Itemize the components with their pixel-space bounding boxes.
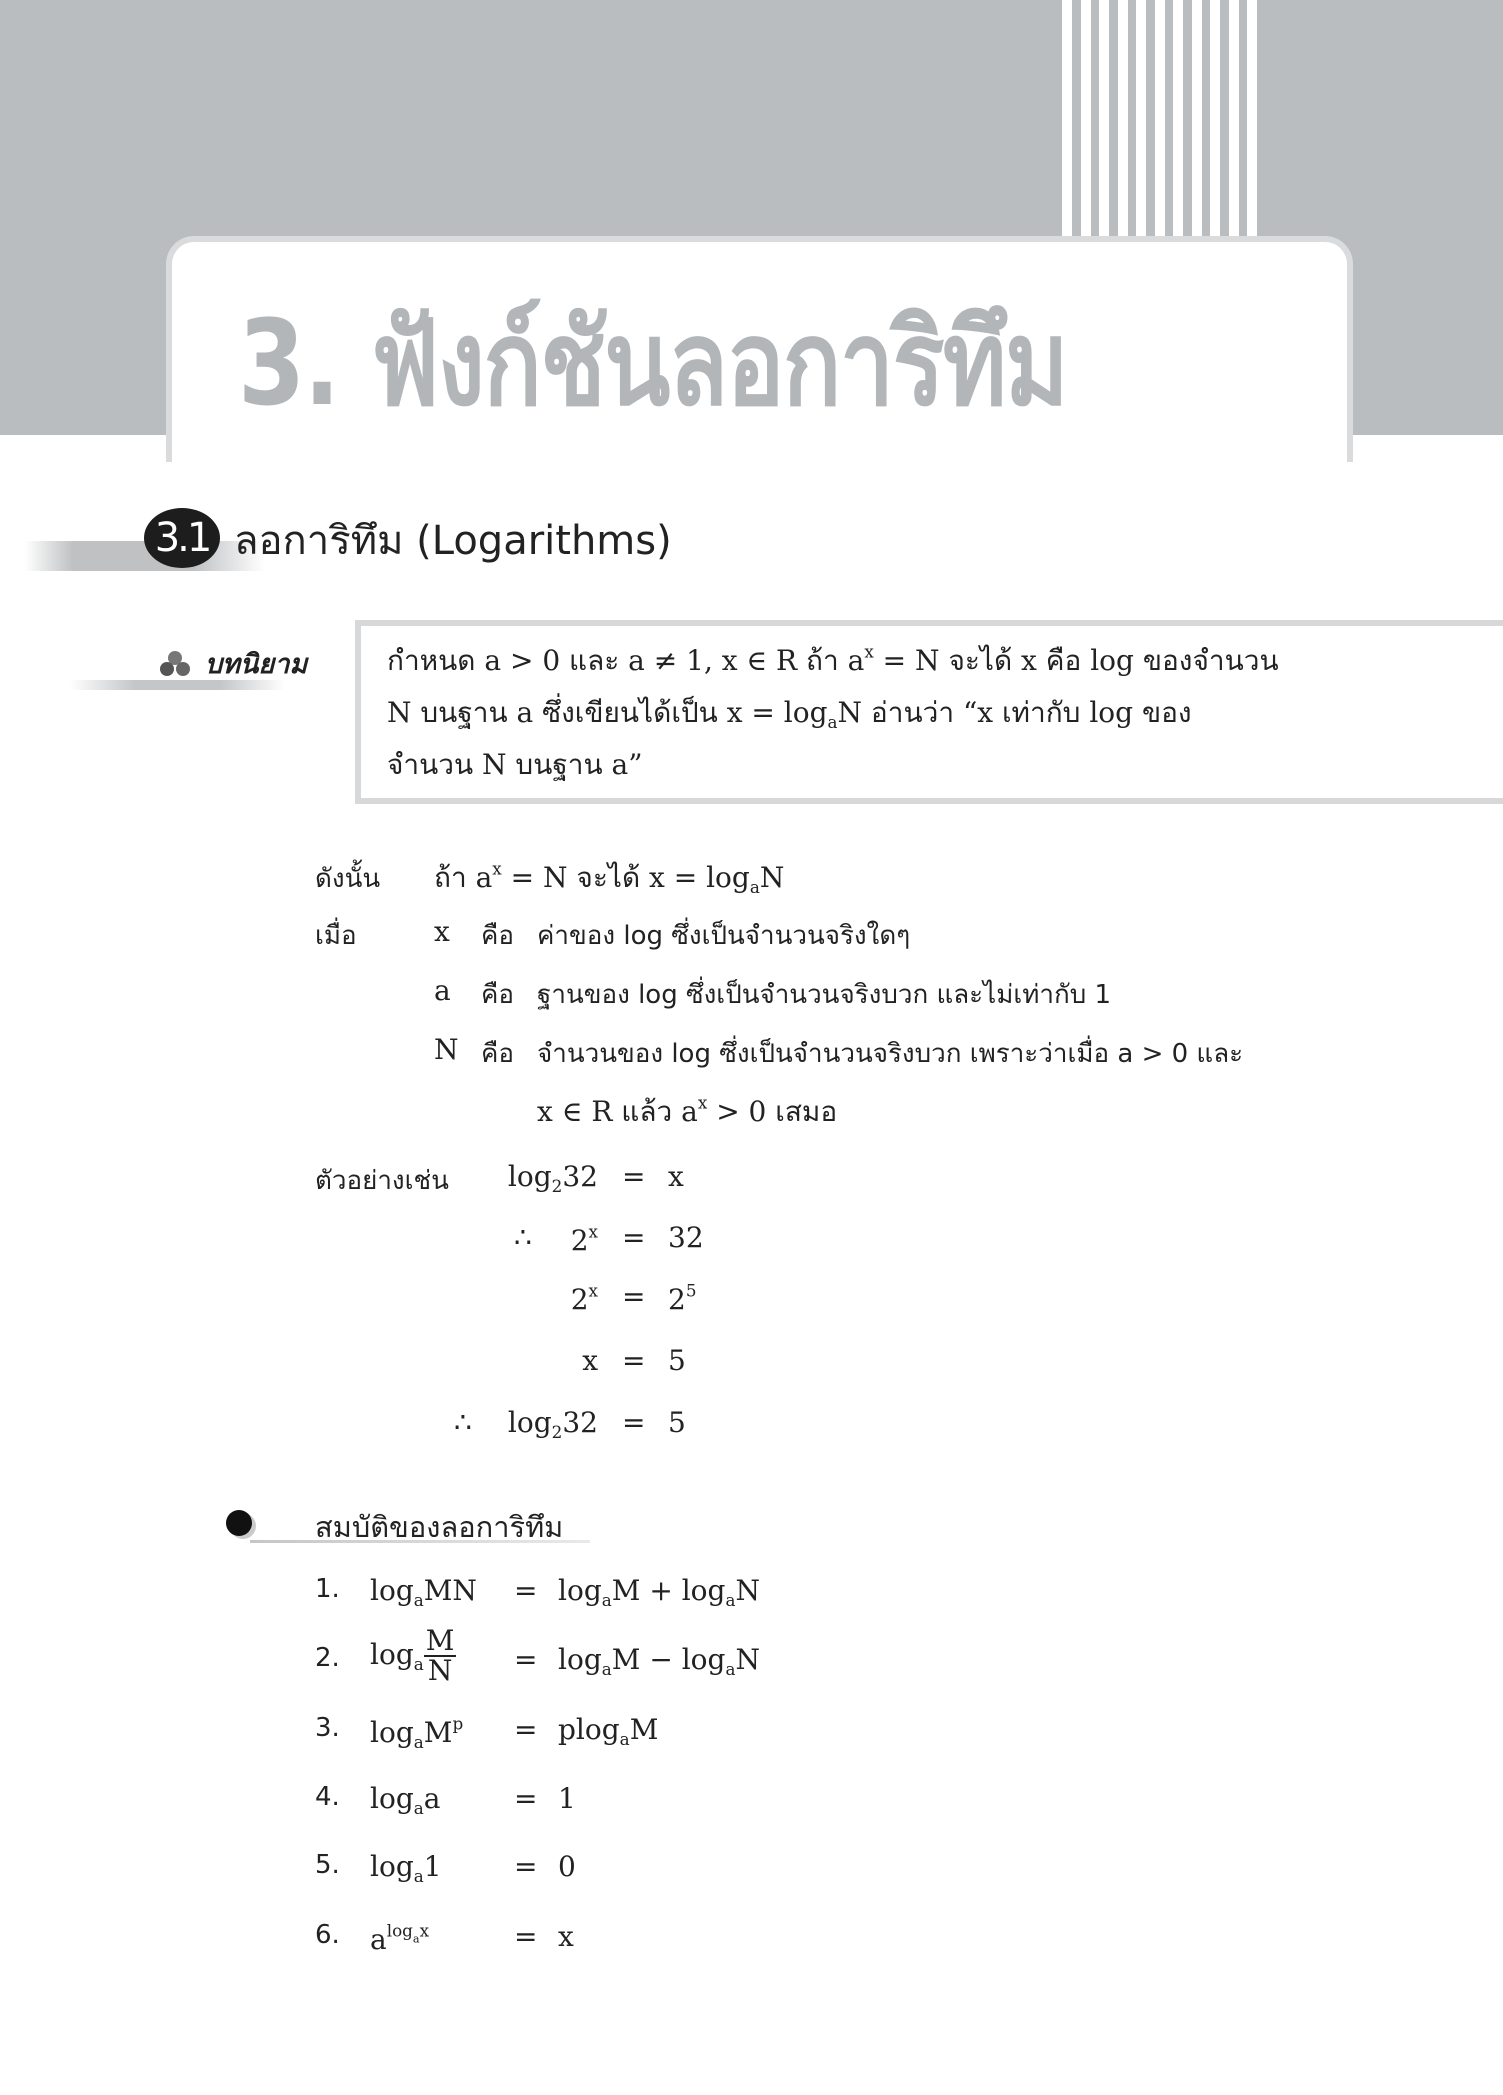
property-rhs: [558, 1643, 760, 1679]
text: จำนวน N บนฐาน a”: [387, 748, 643, 781]
property-rhs: [558, 1920, 574, 1953]
supscript: x: [492, 858, 502, 879]
property-equals: =: [514, 1713, 538, 1746]
text: plog: [558, 1713, 620, 1746]
math-expression: [434, 858, 785, 897]
decorative-stripes: [1062, 0, 1266, 240]
math-expression: [570, 1280, 598, 1316]
section-title: ลอการิทึม (Logarithms): [234, 518, 672, 564]
text: log: [507, 1406, 552, 1439]
math-expression: [582, 1344, 598, 1377]
text: N อ่านว่า “x เท่ากับ log ของ: [837, 696, 1192, 729]
property-lhs: [370, 1782, 440, 1818]
example-rhs: [668, 1280, 697, 1316]
text: 32: [668, 1221, 704, 1254]
math-expression: [558, 1643, 760, 1679]
where-description: [537, 974, 1111, 1015]
example-label: ตัวอย่างเช่น: [315, 1166, 449, 1196]
text: log: [370, 1574, 414, 1607]
text: x: [558, 1920, 574, 1953]
definition-label: บทนิยาม: [205, 649, 308, 680]
example-rhs: [668, 1406, 686, 1439]
math-expression: [370, 1850, 442, 1886]
subscript: a: [413, 1731, 424, 1752]
text: = N จะได้ x คือ log ของจำนวน: [873, 644, 1279, 677]
example-equals: =: [622, 1406, 646, 1439]
text: x: [582, 1344, 598, 1377]
text: 5: [668, 1344, 686, 1377]
subscript: a: [749, 876, 760, 897]
supscript: log: [386, 1920, 413, 1940]
property-lhs: [370, 1920, 429, 1956]
text: 2: [570, 1282, 589, 1316]
subscript: a: [601, 1589, 612, 1610]
text: log: [558, 1574, 602, 1607]
text: = N จะได้ x = log: [501, 861, 750, 894]
text: log: [370, 1637, 414, 1671]
text: a: [423, 1782, 441, 1815]
supscript: x: [864, 641, 874, 662]
subscript: 2: [551, 1175, 563, 1196]
subscript: 2: [551, 1421, 563, 1442]
math-expression: [370, 1782, 441, 1818]
definition-line: [387, 691, 1192, 735]
text: ฐานของ log ซึ่งเป็นจำนวนจริงบวก และไม่เท่ากับ 1: [537, 980, 1112, 1010]
where-symbol: a: [434, 974, 451, 1007]
example-lhs: [571, 1221, 598, 1257]
text: log: [370, 1715, 414, 1749]
property-equals: =: [514, 1920, 538, 1953]
example-lhs: [582, 1344, 598, 1377]
bullet-icon: [226, 1510, 252, 1536]
subscript: a: [413, 1653, 424, 1674]
subscript: a: [413, 1865, 424, 1886]
text: MN: [423, 1574, 477, 1607]
example-equals: =: [622, 1160, 646, 1193]
property-rhs: [558, 1574, 760, 1610]
text: log: [558, 1643, 602, 1676]
therefore-expression: [434, 856, 784, 900]
example-lhs: [508, 1160, 598, 1196]
property-equals: =: [514, 1574, 538, 1607]
math-expression: [668, 1280, 697, 1316]
where-is: คือ: [481, 980, 515, 1010]
where-is: คือ: [481, 1039, 515, 1069]
math-expression: [387, 696, 1192, 732]
fraction-num: M: [425, 1624, 455, 1657]
example-equals: =: [622, 1344, 646, 1377]
property-number: 1.: [315, 1574, 340, 1604]
math-expression: [537, 921, 910, 951]
text: M − log: [611, 1643, 726, 1676]
math-expression: [558, 1920, 574, 1953]
math-expression: [668, 1344, 686, 1377]
text: 2: [570, 1223, 589, 1257]
math-expression: [537, 980, 1111, 1010]
text: N บนฐาน a ซึ่งเขียนได้เป็น x = log: [387, 696, 828, 729]
supscript: x: [588, 1221, 598, 1241]
properties-heading: สมบัติของลอการิทึม: [315, 1510, 564, 1544]
text: ค่าของ log ซึ่งเป็นจำนวนจริงใดๆ: [537, 921, 911, 951]
property-equals: =: [514, 1850, 538, 1883]
where-symbol: N: [434, 1033, 459, 1066]
math-expression: [370, 1920, 430, 1956]
subscript: a: [725, 1589, 736, 1610]
where-description: [537, 915, 910, 956]
text: log: [370, 1850, 414, 1883]
property-number: 2.: [315, 1643, 340, 1673]
text: 2: [668, 1282, 686, 1316]
text: 32: [562, 1160, 598, 1193]
supscript: 5: [685, 1280, 697, 1300]
text: 5: [668, 1406, 686, 1439]
section-number: 3.1: [144, 508, 220, 568]
text: 0: [558, 1850, 576, 1883]
text: > 0 เสมอ: [707, 1095, 838, 1128]
supscript: x: [697, 1092, 708, 1113]
example-lhs: [508, 1406, 598, 1442]
text: จำนวนของ log ซึ่งเป็นจำนวนจริงบวก เพราะว่าเมื่อ a > 0 และ: [537, 1039, 1244, 1069]
text: ถ้า a: [434, 861, 493, 894]
text: M: [423, 1715, 453, 1749]
text: M: [629, 1713, 659, 1746]
where-description: [537, 1033, 1243, 1074]
text: 1: [423, 1850, 442, 1883]
where-label: เมื่อ: [315, 921, 357, 951]
text: a: [370, 1922, 387, 1956]
text: N: [735, 1643, 760, 1676]
example-rhs: [668, 1221, 704, 1254]
example-rhs: [668, 1160, 684, 1193]
subscript: a: [619, 1728, 630, 1749]
where-symbol: x: [434, 915, 450, 948]
property-rhs: [558, 1713, 658, 1749]
math-expression: [668, 1406, 686, 1439]
text: N: [759, 861, 785, 894]
math-expression: [558, 1713, 659, 1749]
subscript: a: [725, 1658, 736, 1679]
math-expression: [668, 1160, 684, 1193]
math-expression: [370, 1624, 456, 1687]
property-rhs: [558, 1782, 576, 1815]
therefore-symbol: ∴: [514, 1221, 532, 1254]
text: x ∈ R แล้ว a: [537, 1095, 698, 1128]
property-rhs: [558, 1850, 576, 1883]
property-lhs: [370, 1624, 456, 1687]
text: log: [370, 1782, 414, 1815]
math-expression: [558, 1574, 760, 1610]
math-expression: [507, 1406, 598, 1442]
supscript: p: [452, 1713, 464, 1733]
definition-line: [387, 639, 1279, 683]
definition-line: [387, 743, 643, 787]
math-expression: [537, 1039, 1243, 1069]
text: N: [735, 1574, 760, 1607]
subscript: a: [413, 1589, 424, 1610]
property-lhs: [370, 1713, 463, 1751]
math-expression: [558, 1782, 576, 1815]
fraction: [424, 1624, 457, 1687]
math-expression: [570, 1221, 598, 1257]
example-equals: =: [622, 1221, 646, 1254]
subscript: a: [827, 711, 838, 732]
property-lhs: [370, 1850, 442, 1886]
text: 1: [558, 1782, 576, 1815]
property-number: 5.: [315, 1850, 340, 1880]
example-rhs: [668, 1344, 686, 1377]
supscript: x: [588, 1280, 598, 1300]
property-number: 6.: [315, 1920, 340, 1950]
example-lhs: [571, 1280, 598, 1316]
property-number: 3.: [315, 1713, 340, 1743]
subscript: a: [601, 1658, 612, 1679]
where-is: คือ: [481, 921, 515, 951]
math-expression: [370, 1713, 464, 1752]
subscript: a: [413, 1797, 424, 1818]
property-equals: =: [514, 1643, 538, 1676]
subsupscript: a: [412, 1931, 420, 1945]
property-number: 4.: [315, 1782, 340, 1812]
math-expression: [537, 1092, 838, 1128]
spheres-icon: [157, 648, 193, 678]
text: กำหนด a > 0 และ a ≠ 1, x ∈ R ถ้า a: [387, 644, 865, 677]
where-continuation: [537, 1090, 837, 1134]
property-lhs: [370, 1574, 477, 1610]
math-expression: [668, 1221, 704, 1254]
example-equals: =: [622, 1280, 646, 1313]
math-expression: [558, 1850, 576, 1883]
therefore-label: ดังนั้น: [315, 864, 381, 894]
property-equals: =: [514, 1782, 538, 1815]
math-expression: [387, 641, 1279, 677]
chapter-title: 3. ฟังก์ชันลอการิทึม: [238, 294, 1068, 432]
math-expression: [507, 1160, 598, 1196]
text: M + log: [611, 1574, 726, 1607]
text: log: [507, 1160, 552, 1193]
text: x: [668, 1160, 684, 1193]
text: 32: [562, 1406, 598, 1439]
therefore-symbol: ∴: [454, 1406, 472, 1439]
math-expression: [387, 748, 643, 781]
supscript: x: [419, 1920, 430, 1940]
math-expression: [370, 1574, 477, 1610]
fraction-den: N: [427, 1654, 453, 1687]
